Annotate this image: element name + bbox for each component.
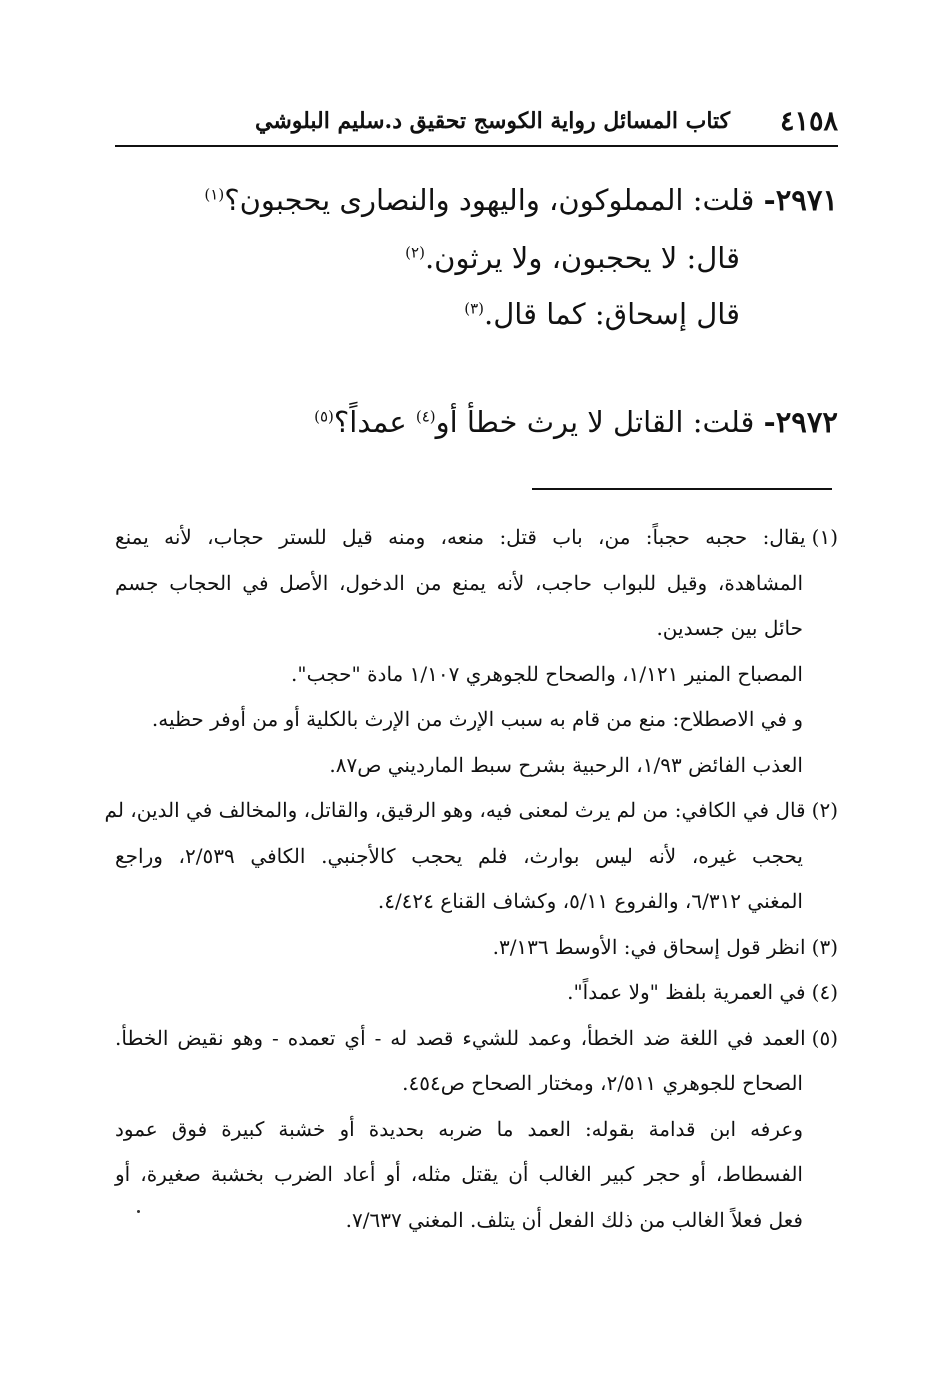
footnote-2 [104,788,838,834]
question-text: قلت: القاتل لا يرث خطأ أو [435,405,755,439]
footnote-line: العذب الفائض ١/٩٣، الرحبية بشرح سبط المارديني ص٨٧. [329,752,803,777]
footnote-line: يحجب غيره، لأنه ليس بوارث، فلم يحجب كالأجنبي. الكافي ٢/٥٣٩، وراجع [115,843,803,868]
footnote-text: قال في الكافي: من لم يرث لمعنى فيه، وهو الرقيق، والقاتل، والمخالف في الدين، لم [104,798,806,822]
footnote-line: المشاهدة، وقيل للبواب حاجب، لأنه يمنع من الدخول، الأصل في الحجاب جسم [115,570,803,595]
question-text: قلت: المملوكون، واليهود والنصارى يحجبون؟ [224,183,755,217]
footnote-line: الصحاح للجوهري ٢/٥١١، ومختار الصحاح ص٤٥٤. [402,1071,803,1095]
footnotes [104,515,838,1243]
footnote-line: و في الاصطلاح: منع من قام به سبب الإرث من الإرث بالكلية أو من أوفر حظيه. [151,707,803,731]
ishaq-text: قال إسحاق: كما قال. [483,297,740,331]
ishaq-2971 [115,286,838,342]
running-title: كتاب المسائل رواية الكوسج تحقيق د.سليم البلوشي [255,108,731,134]
footnote-number: (٤) [811,980,838,1004]
footnote-line: فعل فعلاً الغالب من ذلك الفعل أن يتلف. المغني ٧/٦٣٧. [345,1207,803,1232]
question-text: عمداً؟ [333,405,407,439]
footnote-3 [115,925,838,971]
page-number: ٤١٥٨ [779,105,838,137]
page-header [115,97,838,147]
footnote-line: حائل بين جسدين. [656,616,803,640]
footnote-ref: (٤) [415,407,436,426]
ink-speck [137,1210,140,1213]
footnote-line: وعرفه ابن قدامة بقوله: العمد ما ضربه بحديدة أو خشبة كبيرة فوق عمود [115,1116,803,1141]
footnote-number: (٥) [811,1025,838,1050]
footnote-text: في العمرية بلفظ "ولا عمداً". [567,980,806,1004]
footnote-separator [532,488,832,490]
footnote-ref: (٥) [314,407,334,426]
footnote-ref: (١) [204,185,225,204]
footnote-ref: (٢) [405,243,425,262]
entry-number: ٢٩٧٢- [763,405,838,439]
footnote-line: المصباح المنير ١/١٢١، والصحاح للجوهري ١/١٠٧ مادة "حجب". [291,661,803,686]
question-2971 [115,170,838,230]
footnote-4 [115,970,838,1016]
footnote-line: المغني ٦/٣١٢، والفروع ٥/١١، وكشاف القناع ٤/٤٢٤. [377,889,803,913]
answer-text: قال: لا يحجبون، ولا يرثون. [424,241,740,275]
footnote-number: (٣) [811,934,838,959]
footnote-line: الفسطاط، أو حجر كبير الغالب أن يقتل مثله، أو أعاد الضرب بخشبة صغيرة، أو [115,1162,803,1186]
footnote-number: (٢) [811,798,838,822]
main-text [115,170,838,452]
footnote-5 [115,1016,838,1062]
footnote-text: يقال: حجبه حجباً: من، باب قتل: منعه، ومنه قيل للستر حجاب، لأنه يمنع [115,525,806,549]
entry-number: ٢٩٧١- [763,183,838,217]
question-2972 [115,392,838,452]
footnote-text: العمد في اللغة ضد الخطأ، وعمد للشيء قصد له - أي تعمده - وهو نقيض الخطأ. [115,1025,806,1050]
footnote-1 [115,515,838,561]
footnote-number: (١) [811,525,838,549]
footnote-text: انظر قول إسحاق في: الأوسط ٣/١٣٦. [492,934,806,959]
answer-2971 [115,230,838,286]
footnote-ref: (٣) [464,299,484,318]
